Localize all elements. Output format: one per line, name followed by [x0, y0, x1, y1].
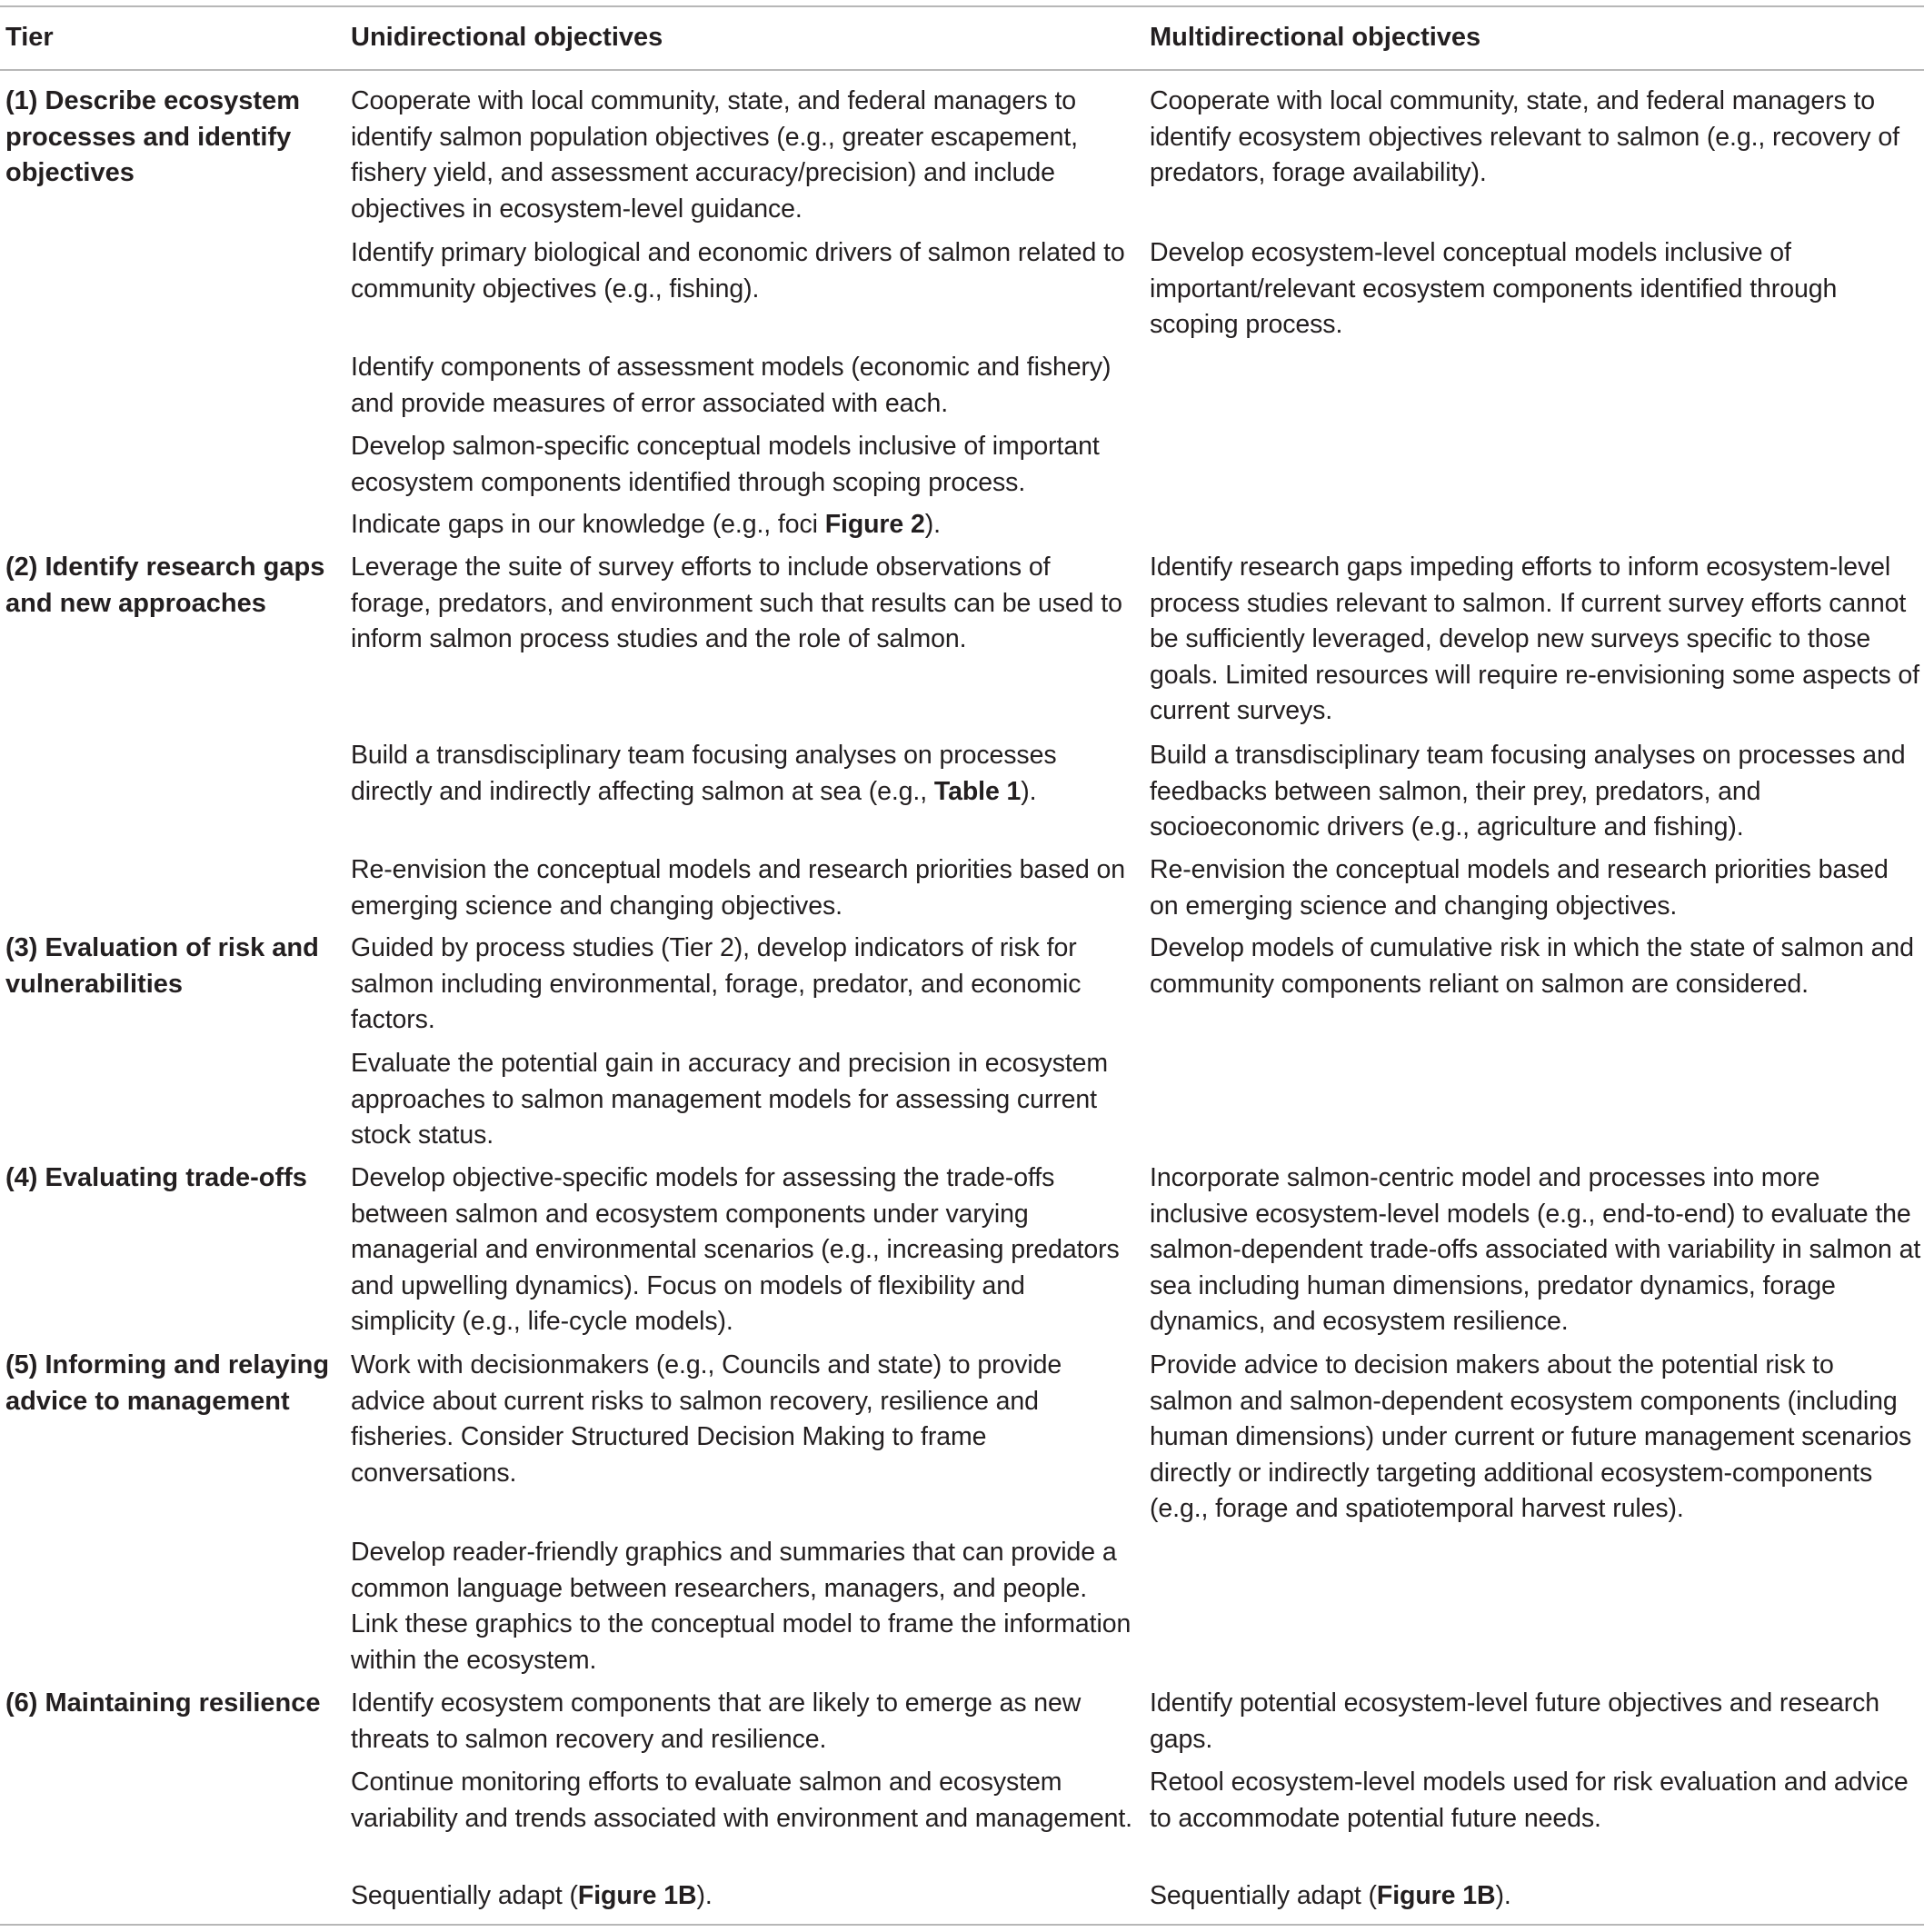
tier-2-label: (2) Identify research gaps and new approaches [5, 553, 325, 618]
tier-1-uni-3: Identify components of assessment models (economic and fishery) and provide measures of error associated with each. [351, 353, 1112, 418]
figure-1b-reference: Figure 1B [1376, 1881, 1496, 1910]
tier-2-uni-1: Leverage the suite of survey efforts to include observations of forage, predators, and environment such that results can be used to inform salmon process studies and the role of salmon. [351, 553, 1122, 653]
ref-text-before: Indicate gaps in our knowledge (e.g., foci [351, 510, 825, 539]
ref-text-before: Build a transdisciplinary team focusing analyses on processes directly and indirectly affecting salmon at sea (e.g., [351, 741, 1057, 806]
tier-3-label: (3) Evaluation of risk and vulnerabilities [5, 933, 319, 999]
table-1-reference: Table 1 [933, 776, 1022, 806]
header-unidirectional: Unidirectional objectives [351, 23, 663, 52]
tier-5-label: (5) Informing and relaying advice to management [5, 1350, 330, 1416]
table-bottom-rule [0, 1924, 1924, 1926]
header-tier: Tier [5, 23, 54, 52]
tier-4-multi-1: Incorporate salmon-centric model and processes into more inclusive ecosystem-level models (e.g., end-to-end) to evaluate the salmon-dependent trade-offs associated with variability in salmon at sea including human dimensions, predator dynamics, forage dynamics, and ecosystem resilience. [1150, 1163, 1921, 1336]
tier-1-uni-1: Cooperate with local community, state, and federal managers to identify salmon population objectives (e.g., greater escapement, fishery yield, and assessment accuracy/precision) and include objectives in ecosystem-level guidance. [351, 86, 1078, 224]
figure-2-reference: Figure 2 [824, 510, 925, 539]
tier-2-multi-1: Identify research gaps impeding efforts to inform ecosystem-level process studies relevant to salmon. If current survey efforts cannot be sufficiently leveraged, develop new surveys specific to those goals. Limited resources will require re-envisioning some aspects of current surveys. [1150, 553, 1920, 725]
tier-6-label: (6) Maintaining resilience [5, 1688, 321, 1718]
tier-4-uni-1: Develop objective-specific models for assessing the trade-offs between salmon and ecosystem components under varying managerial and environmental scenarios (e.g., increasing predators and upwelling dynamics). Focus on models of flexibility and simplicity (e.g., life-cycle models). [351, 1163, 1120, 1336]
ref-text-before: Sequentially adapt ( [1150, 1881, 1377, 1910]
tier-5-uni-1: Work with decisionmakers (e.g., Councils and state) to provide advice about current risks to salmon recovery, resilience and fisheries. Consider Structured Decision Making to frame conversations. [351, 1350, 1062, 1488]
tier-3-multi-1: Develop models of cumulative risk in which the state of salmon and community components reliant on salmon are considered. [1150, 933, 1914, 999]
table-top-rule [0, 5, 1924, 7]
tier-3-uni-1: Guided by process studies (Tier 2), develop indicators of risk for salmon including environmental, forage, predator, and economic factors. [351, 933, 1082, 1034]
header-multidirectional: Multidirectional objectives [1150, 23, 1481, 52]
tier-6-multi-2: Retool ecosystem-level models used for risk evaluation and advice to accommodate potential future needs. [1150, 1768, 1909, 1833]
ref-text-after: ). [1495, 1881, 1511, 1910]
ref-text-after: ). [696, 1881, 713, 1910]
table-header-rule [0, 69, 1924, 71]
tier-2-uni-3: Re-envision the conceptual models and research priorities based on emerging science and changing objectives. [351, 855, 1126, 921]
tier-6-uni-1: Identify ecosystem components that are likely to emerge as new threats to salmon recovery and resilience. [351, 1688, 1082, 1754]
ref-text-after: ). [924, 510, 941, 539]
figure-1b-reference: Figure 1B [577, 1881, 697, 1910]
tier-6-uni-2: Continue monitoring efforts to evaluate salmon and ecosystem variability and trends associated with environment and management. [351, 1768, 1132, 1833]
tier-6-multi-3 [1150, 1878, 1922, 1915]
ref-text-after: ). [1021, 776, 1037, 806]
tier-1-uni-2: Identify primary biological and economic drivers of salmon related to community objectives (e.g., fishing). [351, 238, 1125, 304]
ref-text-before: Sequentially adapt ( [351, 1881, 578, 1910]
tier-6-uni-3 [351, 1878, 1132, 1915]
tier-1-uni-4: Develop salmon-specific conceptual models inclusive of important ecosystem components identified through scoping process. [351, 432, 1100, 497]
tier-1-uni-5 [351, 507, 1132, 543]
tier-5-uni-2: Develop reader-friendly graphics and summaries that can provide a common language between researchers, managers, and people. Link these graphics to the conceptual model to frame the information within the ecosystem. [351, 1538, 1131, 1675]
tier-2-uni-2 [351, 738, 1132, 810]
tier-6-multi-1: Identify potential ecosystem-level future objectives and research gaps. [1150, 1688, 1880, 1754]
tier-3-uni-2: Evaluate the potential gain in accuracy and precision in ecosystem approaches to salmon management models for assessing current stock status. [351, 1049, 1109, 1150]
tier-1-label: (1) Describe ecosystem processes and identify objectives [5, 86, 300, 187]
tier-4-label: (4) Evaluating trade-offs [5, 1163, 307, 1192]
tier-2-multi-3: Re-envision the conceptual models and research priorities based on emerging science and changing objectives. [1150, 855, 1889, 921]
tier-1-multi-2: Develop ecosystem-level conceptual models inclusive of important/relevant ecosystem components identified through scoping process. [1150, 238, 1838, 339]
tier-1-multi-1: Cooperate with local community, state, and federal managers to identify ecosystem objectives relevant to salmon (e.g., recovery of predators, forage availability). [1150, 86, 1899, 187]
tier-5-multi-1: Provide advice to decision makers about the potential risk to salmon and salmon-dependent ecosystem components (including human dimensions) under current or future management scenarios directly or indirectly targeting additional ecosystem-components (e.g., forage and spatiotemporal harvest rules). [1150, 1350, 1912, 1523]
tier-2-multi-2: Build a transdisciplinary team focusing analyses on processes and feedbacks between salmon, their prey, predators, and socioeconomic drivers (e.g., agriculture and fishing). [1150, 741, 1906, 842]
